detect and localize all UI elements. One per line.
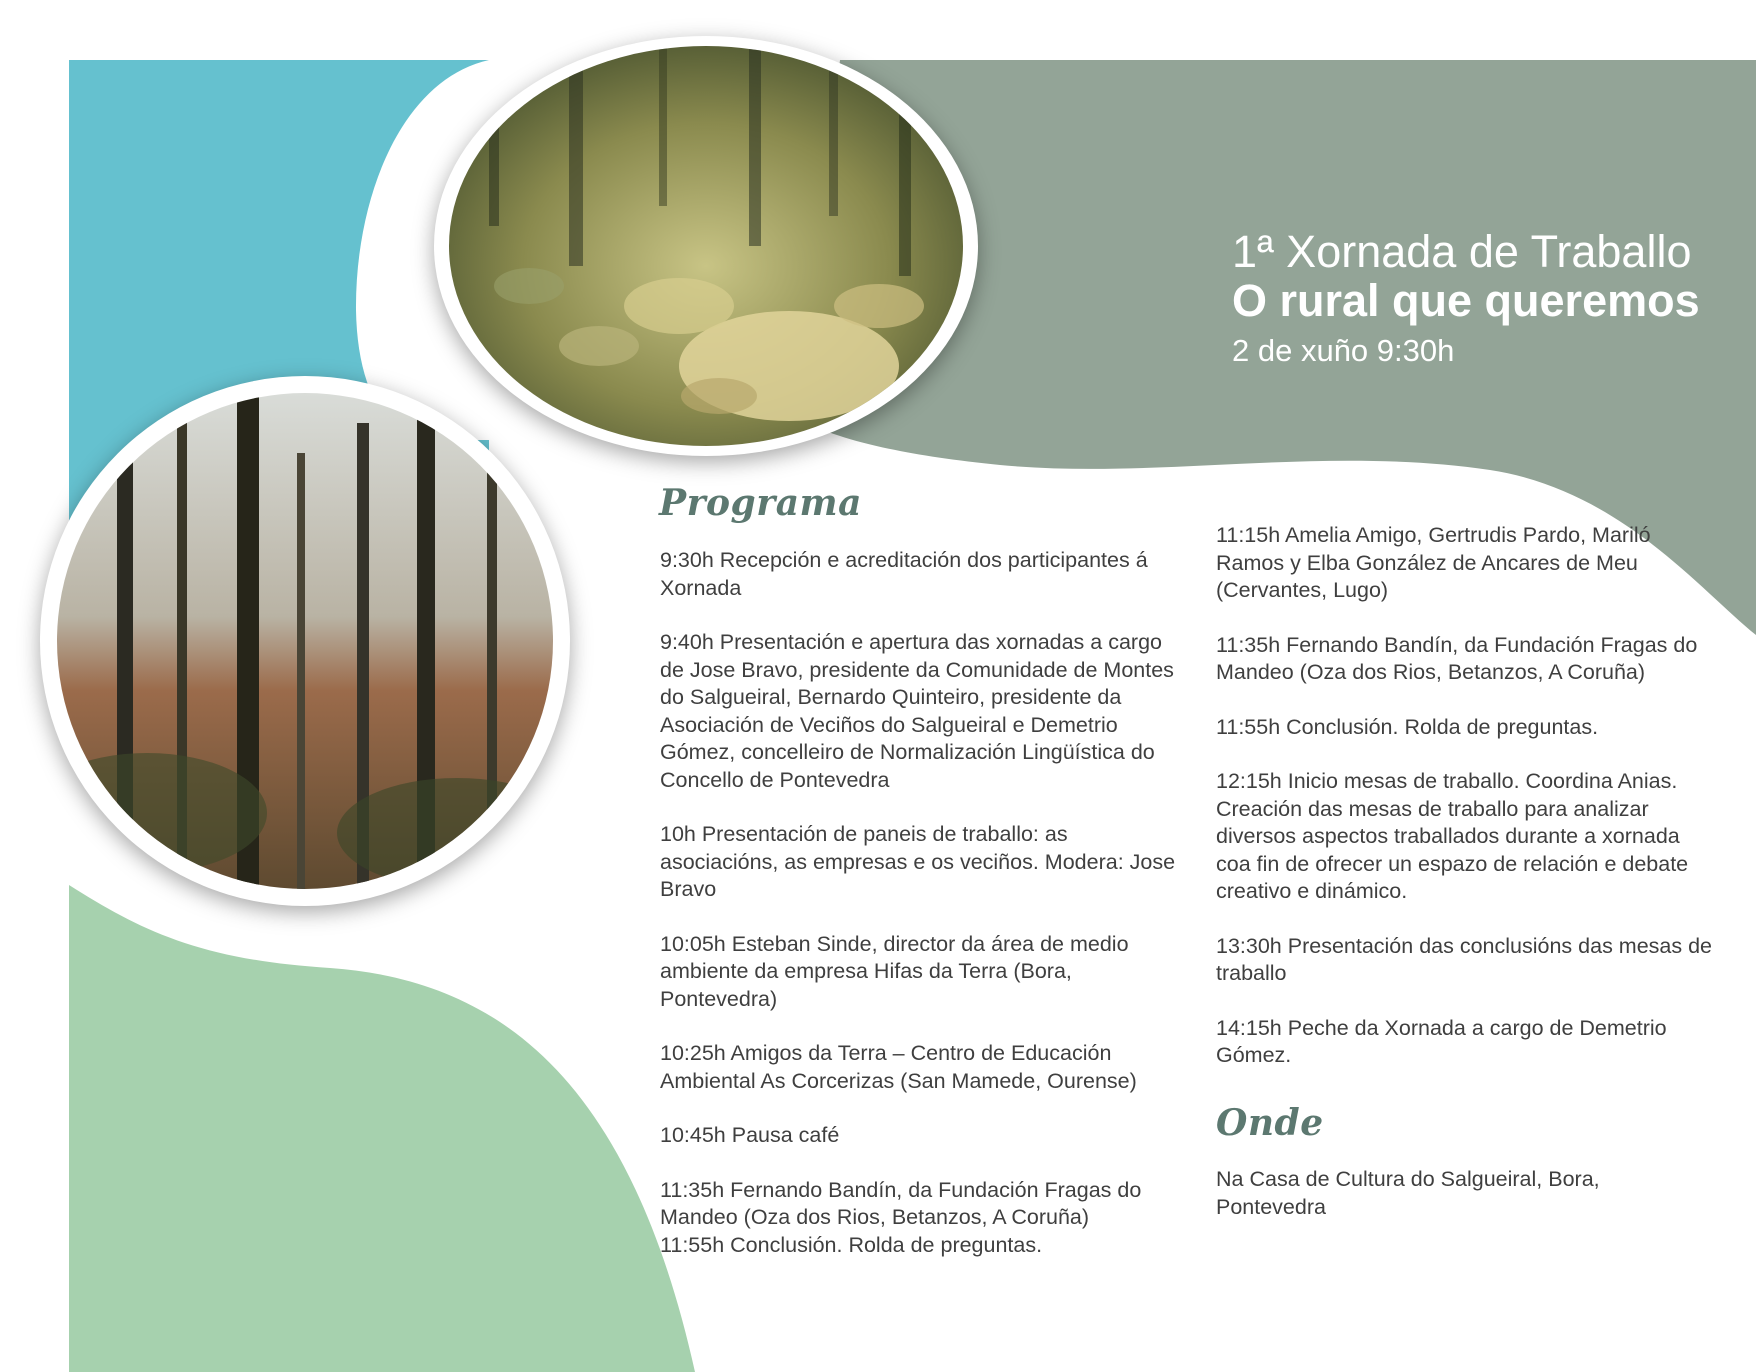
onde-heading: Onde <box>1216 1102 1324 1144</box>
event-subtitle: O rural que queremos <box>1232 274 1700 326</box>
program-item: 10:45h Pausa café <box>660 1123 840 1147</box>
program-item: 11:55h Conclusión. Rolda de preguntas. <box>1216 714 1599 739</box>
program-item: 11:35h Fernando Bandín, da Fundación Fragas do Mandeo (Oza dos Rios, Betanzos, A Coruña) <box>1216 632 1698 684</box>
river-photo-frame <box>434 36 978 456</box>
venue-address: Na Casa de Cultura do Salgueiral, Bora, Pontevedra <box>1216 1167 1600 1219</box>
program-item: 10:05h Esteban Sinde, director da área de medio ambiente da empresa Hifas da Terra (Bora, Pontevedra) <box>660 931 1129 1011</box>
forest-photo-frame <box>40 376 570 906</box>
forest-photo <box>57 393 553 889</box>
event-title-block <box>1232 228 1700 371</box>
program-item: 14:15h Peche da Xornada a cargo de Demetrio Gómez. <box>1216 1015 1667 1067</box>
programa-heading: Programa <box>659 482 862 524</box>
event-title: 1ª Xornada de Traballo <box>1232 226 1692 277</box>
program-right-column <box>1216 522 1716 1097</box>
program-item: 9:30h Recepción e acreditación dos participantes á Xornada <box>660 548 1148 600</box>
program-item: 11:15h Amelia Amigo, Gertrudis Pardo, Mariló Ramos y Elba González de Ancares de Meu (Cervantes, Lugo) <box>1216 523 1651 602</box>
program-left-column <box>660 547 1180 1259</box>
program-item: 10:25h Amigos da Terra – Centro de Educación Ambiental As Corcerizas (San Mamede, Ourense) <box>660 1041 1137 1093</box>
program-item: 11:55h Conclusión. Rolda de preguntas. <box>660 1232 1043 1257</box>
light-green-panel <box>69 885 695 1372</box>
program-item: 9:40h Presentación e apertura das xornadas a cargo de Jose Bravo, presidente da Comunidade de Montes do Salgueiral, Bernardo Quinteiro, presidente da Asociación de Veciños do Salgueiral e Demetrio Gómez, concelleiro de Normalización Lingüística do Concello de Pontevedra <box>660 630 1174 792</box>
program-item: 11:35h Fernando Bandín, da Fundación Fragas do Mandeo (Oza dos Rios, Betanzos, A Coruña) <box>660 1177 1142 1229</box>
onde-text <box>1216 1166 1656 1221</box>
program-item: 12:15h Inicio mesas de traballo. Coordina Anias. Creación das mesas de traballo para analizar diversos aspectos traballados durante a xornada coa fin de ofrecer un espazo de relación e debate creativo e dinámico. <box>1216 769 1689 903</box>
event-date: 2 de xuño 9:30h <box>1232 333 1455 369</box>
river-stones-photo <box>449 46 963 446</box>
program-item: 13:30h Presentación das conclusións das mesas de traballo <box>1216 933 1713 985</box>
program-item: 10h Presentación de paneis de traballo: as asociacións, as empresas e os veciños. Modera: Jose Bravo <box>660 822 1176 901</box>
